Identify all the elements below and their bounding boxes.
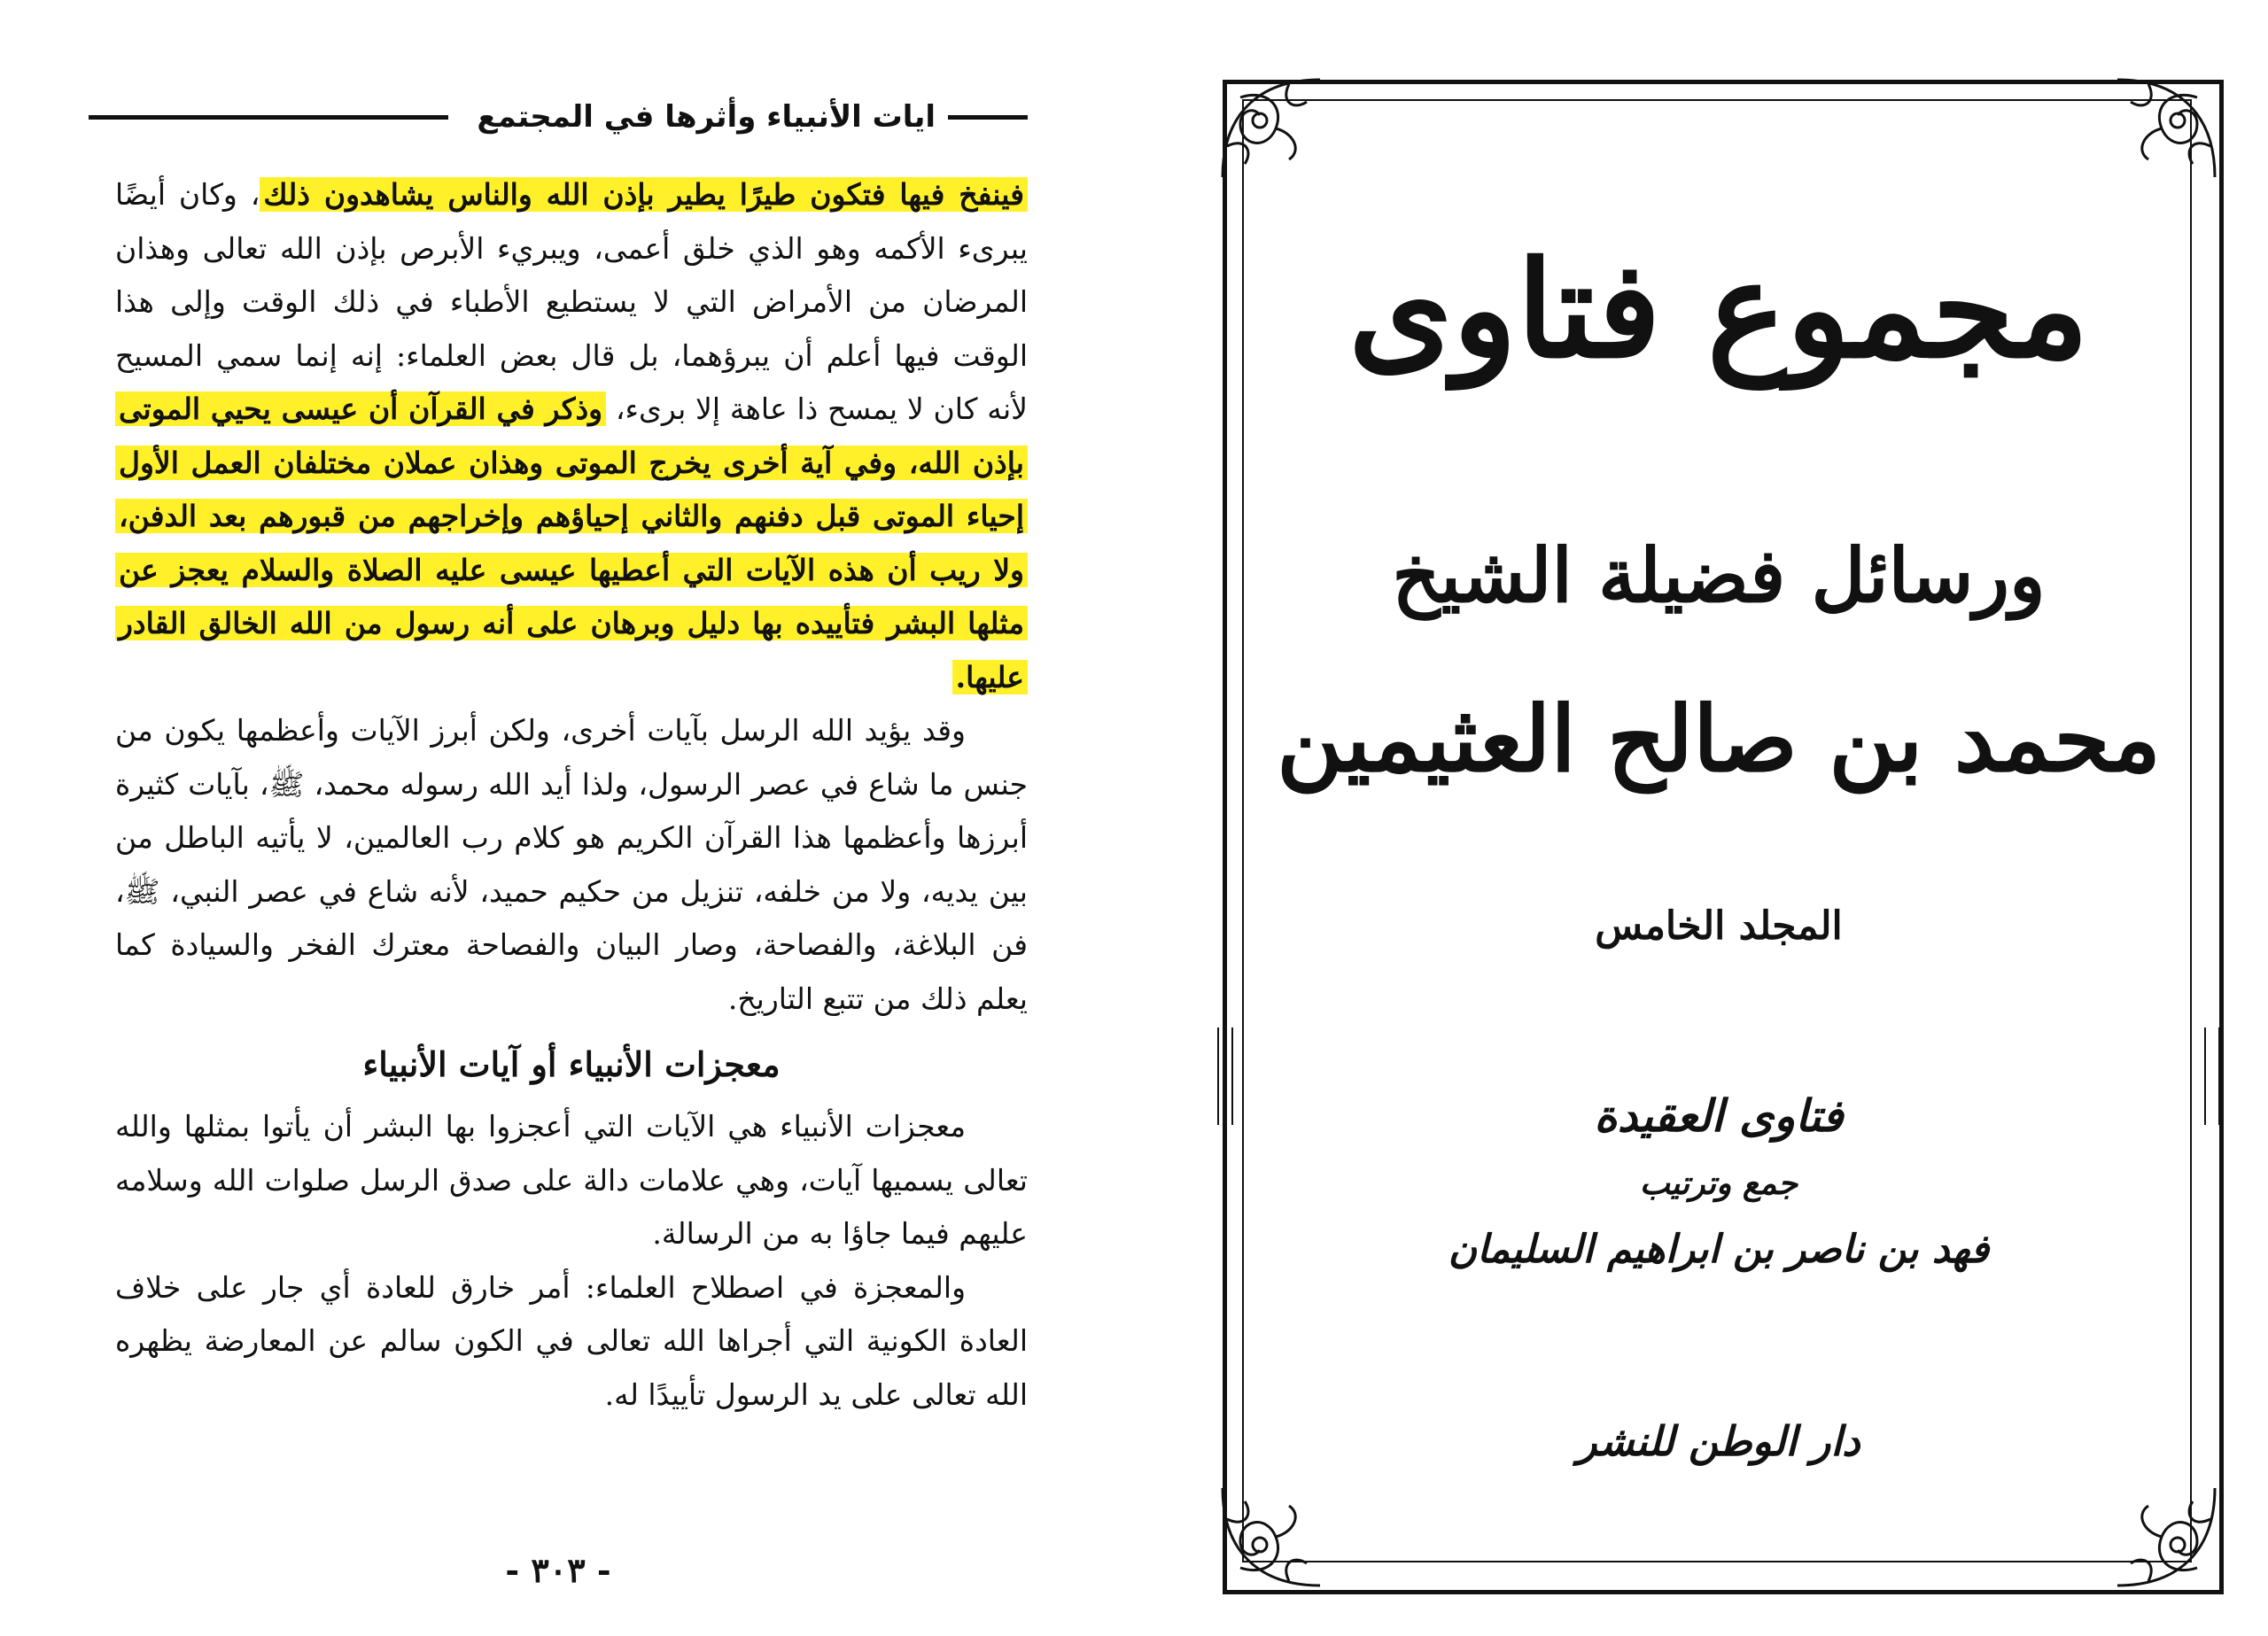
book-main-title: مجموع فتاوى — [1348, 232, 2089, 388]
corner-ornament-icon — [1205, 1470, 1338, 1603]
section-title: فتاوى العقيدة — [1594, 1089, 1844, 1142]
page-number: - ٣٠٣ - — [505, 1550, 611, 1590]
text-page — [89, 80, 1028, 1603]
volume-label: المجلد الخامس — [1595, 903, 1843, 949]
compiler-name: فهد بن ناصر بن ابراهيم السليمان — [1448, 1227, 1990, 1272]
running-header-title: ايات الأنبياء وأثرها في المجتمع — [477, 99, 936, 135]
paragraph-1-text: ، وكان أيضًا يبرىء الأكمه وهو الذي خلق أعمى، ويبريء الأبرص بإذن الله تعالى وهذان المرضان من الأمراض التي لا يستطيع الأطباء في ذلك الوقت وإلى هذا الوقت فيها أعلم أن يبرؤهما، بل قال بعض العلماء: إنه إنما سمي المسيح لأنه كان لا يمسح ذا عاهة إلا برىء، — [115, 177, 1028, 426]
paragraph-3: معجزات الأنبياء هي الآيات التي أعجزوا بها البشر أن يأتوا بمثلها والله تعالى يسميها آيات، وهي علامات دالة على صدق الرسل صلوات الله وسلامه عليهم فيما جاؤا به من الرسالة. — [115, 1109, 1028, 1251]
running-header — [89, 90, 1028, 143]
paragraph-4: والمعجزة في اصطلاح العلماء: أمر خارق للعادة أي جار على خلاف العادة الكونية التي أجراها الله تعالى في الكون سالم عن المعارضة يظهره الله تعالى على يد الرسول تأييدًا له. — [115, 1269, 1028, 1412]
corner-ornament-icon — [1205, 62, 1338, 195]
paragraph-2: وقد يؤيد الله الرسل بآيات أخرى، ولكن أبرز الآيات وأعظمها يكون من جنس ما شاع في عصر الرسول، ولذا أيد الله رسوله محمد، ﷺ، بآيات كثيرة أبرزها وأعظمها هذا القرآن الكريم هو كلام رب العالمين، لا يأتيه الباطل من بين يديه، ولا من خلفه، تنزيل من حكيم حميد، لأنه شاع في عصر النبي، ﷺ، فن البلاغة، والفصاحة، وصار البيان والفصاحة معترك الفخر والسيادة كما يعلم ذلك من تتبع التاريخ. — [115, 713, 1028, 1016]
header-rule-left — [89, 115, 448, 120]
compiled-by-label: جمع وترتيب — [1639, 1165, 1798, 1202]
side-tick-right — [2204, 1027, 2220, 1125]
section-heading: معجزات الأنبياء أو آيات الأنبياء — [362, 1044, 781, 1084]
highlighted-passage-1: فينفخ فيها فتكون طيرًا يطير بإذن الله والناس يشاهدون ذلك — [260, 177, 1028, 212]
corner-ornament-icon — [2100, 62, 2233, 195]
publisher-name: دار الوطن للنشر — [1577, 1417, 1860, 1465]
highlighted-passage-2: وذكر في القرآن أن عيسى يحيي الموتى بإذن الله، وفي آية أخرى يخرج الموتى وهذان عملان مختلفان العمل الأول إحياء الموتى قبل دفنهم والثاني إحياؤهم وإخراجهم من قبورهم بعد الدفن، ولا ريب أن هذه الآيات التي أعطيها عيسى عليه الصلاة والسلام يعجز عن مثلها البشر فتأييده بها دليل وبرهان على أنه رسول من الله الخالق القادر عليها. — [115, 392, 1028, 694]
body-text — [115, 168, 1028, 1422]
side-tick-left — [1217, 1027, 1233, 1125]
corner-ornament-icon — [2100, 1470, 2233, 1603]
header-rule-right — [948, 115, 1028, 120]
title-page — [1205, 62, 2233, 1603]
paragraph-1 — [115, 168, 1028, 704]
book-author: محمد بن صالح العثيمين — [1277, 686, 2161, 793]
book-subtitle: ورسائل فضيلة الشيخ — [1392, 531, 2046, 619]
